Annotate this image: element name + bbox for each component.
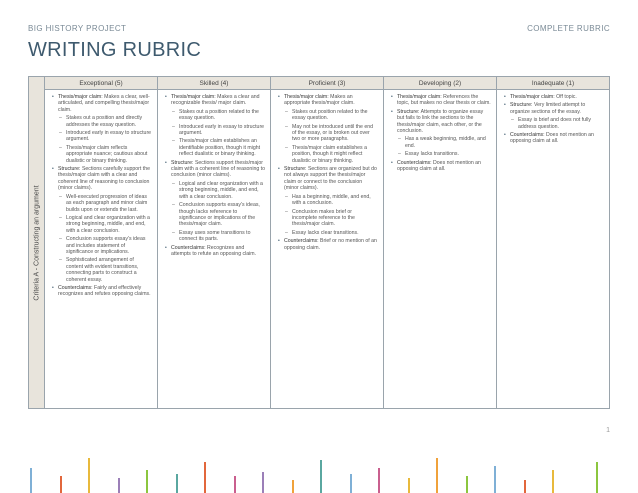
column-heading: Inadequate (1) xyxy=(497,77,609,90)
bullet-icon: • xyxy=(165,94,167,100)
decorative-bar xyxy=(494,466,496,493)
decorative-bar xyxy=(262,472,264,493)
subitem-text: Stakes out a position related to the essay question. xyxy=(179,108,259,122)
decorative-bar xyxy=(88,458,90,493)
subitem-text: Thesis/major claim establishes a position, though it might reflect dualistic or binary thinking. xyxy=(292,144,367,164)
criterion-item xyxy=(503,94,604,100)
dash-icon: – xyxy=(59,257,62,264)
decorative-bar xyxy=(466,476,468,493)
criterion-item xyxy=(390,94,491,107)
rubric-type-label: COMPLETE RUBRIC xyxy=(527,24,610,33)
criterion-text: References the topic, but makes no clear thesis or claim. xyxy=(397,94,491,107)
dash-icon: – xyxy=(172,108,175,115)
criterion-label: Counterclaims: xyxy=(397,159,432,166)
dash-icon: – xyxy=(511,117,514,124)
criterion-item xyxy=(51,285,152,298)
criterion-sublist xyxy=(171,181,265,243)
dash-icon: – xyxy=(285,208,288,215)
decorative-bar xyxy=(60,476,62,493)
criterion-label: Structure: xyxy=(284,166,307,173)
criterion-text: Sections are organized but do not always support the thesis/major claim or connect to the conclusion (minor claims). xyxy=(284,166,377,192)
subitem-text: Essay lacks transitions. xyxy=(405,151,459,158)
rubric-column xyxy=(384,77,497,408)
dash-icon: – xyxy=(172,123,175,130)
dash-icon: – xyxy=(59,193,62,200)
decorative-bar xyxy=(350,474,352,493)
subitem-text: Conclusion makes brief or incomplete reference to the thesis/major claim. xyxy=(292,208,355,228)
criterion-text: Fairly and effectively recognizes and refutes opposing claims. xyxy=(58,284,151,298)
decorative-bar xyxy=(176,474,178,493)
rubric-column xyxy=(158,77,271,408)
column-body xyxy=(158,90,270,257)
criterion-label: Structure: xyxy=(171,159,194,166)
criteria-sidebar xyxy=(29,77,45,408)
criterion-item xyxy=(164,245,265,258)
bullet-icon: • xyxy=(504,132,506,139)
dash-icon: – xyxy=(172,229,175,236)
criterion-text: Off topic. xyxy=(554,94,577,100)
criterion-subitem xyxy=(284,230,378,236)
rubric-columns xyxy=(45,77,609,408)
subitem-text: Logical and clear organization with a strong beginning, middle, and end, with a clear conclusion. xyxy=(66,214,150,234)
decorative-bar xyxy=(146,470,148,493)
dash-icon: – xyxy=(172,180,175,187)
dash-icon: – xyxy=(59,144,62,151)
criterion-subitem xyxy=(171,138,265,157)
rubric-table xyxy=(28,76,610,409)
dash-icon: – xyxy=(285,108,288,115)
criterion-text: Does not mention an opposing claim at all. xyxy=(510,132,594,145)
criterion-sublist xyxy=(510,117,604,130)
criterion-label: Thesis/major claim: xyxy=(397,94,442,100)
decorative-bar xyxy=(234,476,236,493)
subitem-text: Logical and clear organization with a strong beginning, middle, and end, with a clear conclusion. xyxy=(179,180,263,200)
dash-icon: – xyxy=(59,115,62,122)
criterion-subitem xyxy=(58,236,152,255)
criterion-text: Very limited attempt to organize sections of the essay. xyxy=(510,102,586,115)
subitem-text: Introduced early in essay to structure argument. xyxy=(179,123,265,137)
criterion-item xyxy=(51,166,152,283)
subitem-text: Thesis/major claim reflects appropriate nuance; cautious about dualistic or binary thinking. xyxy=(66,144,148,164)
decorative-bar xyxy=(118,478,120,493)
criterion-subitem xyxy=(58,115,152,128)
criterion-sublist xyxy=(171,109,265,158)
bullet-icon: • xyxy=(52,166,54,173)
bullet-icon: • xyxy=(504,102,506,109)
dash-icon: – xyxy=(398,151,401,158)
criterion-subitem xyxy=(510,117,604,130)
dash-icon: – xyxy=(285,144,288,151)
criterion-label: Counterclaims: xyxy=(58,284,93,291)
criterion-item xyxy=(51,94,152,164)
decorative-bar xyxy=(524,480,526,493)
subitem-text: Has a beginning, middle, and end, with a conclusion. xyxy=(292,193,371,207)
criterion-label: Counterclaims: xyxy=(171,244,206,251)
bullet-icon: • xyxy=(504,94,506,100)
criterion-item xyxy=(277,94,378,164)
criterion-text: Brief or no mention of an opposing claim. xyxy=(284,238,377,251)
criterion-item xyxy=(503,102,604,130)
criterion-item xyxy=(164,94,265,158)
criterion-item xyxy=(390,109,491,158)
criterion-item xyxy=(390,160,491,173)
bullet-icon: • xyxy=(391,159,393,166)
bullet-icon: • xyxy=(165,159,167,166)
criterion-subitem xyxy=(171,124,265,137)
criterion-subitem xyxy=(58,130,152,143)
dash-icon: – xyxy=(172,202,175,209)
column-heading: Exceptional (5) xyxy=(45,77,157,90)
rubric-column xyxy=(45,77,158,408)
criterion-sublist xyxy=(397,136,491,157)
dash-icon: – xyxy=(285,123,288,130)
bullet-icon: • xyxy=(278,94,280,100)
criterion-subitem xyxy=(284,145,378,164)
subitem-text: Essay lacks clear transitions. xyxy=(292,229,359,236)
dash-icon: – xyxy=(59,214,62,221)
bullet-icon: • xyxy=(52,284,54,291)
column-body xyxy=(384,90,496,172)
criterion-subitem xyxy=(58,145,152,164)
decorative-bar xyxy=(408,478,410,493)
criterion-item xyxy=(277,166,378,236)
criterion-text: Does not mention an opposing claim at all. xyxy=(397,159,481,173)
subitem-text: Has a weak beginning, middle, and end. xyxy=(405,136,486,149)
decorative-bar xyxy=(292,480,294,493)
criterion-subitem xyxy=(58,257,152,283)
criterion-label: Counterclaims: xyxy=(510,132,545,139)
project-name: BIG HISTORY PROJECT xyxy=(28,24,127,33)
footer-decoration xyxy=(0,458,638,493)
bullet-icon: • xyxy=(165,244,167,251)
rubric-column xyxy=(497,77,609,408)
criterion-item xyxy=(277,238,378,251)
column-body xyxy=(45,90,157,298)
criterion-sublist xyxy=(284,194,378,236)
bullet-icon: • xyxy=(52,94,54,100)
criterion-subitem xyxy=(397,136,491,149)
criterion-label: Thesis/major claim: xyxy=(510,94,555,100)
criterion-item xyxy=(503,132,604,145)
criterion-subitem xyxy=(171,202,265,228)
column-body xyxy=(271,90,383,251)
rubric-column xyxy=(271,77,384,408)
page-number: 1 xyxy=(606,427,610,434)
column-body xyxy=(497,90,609,145)
criterion-text: Recognizes and attempts to refute an opposing claim. xyxy=(171,244,257,257)
criterion-label: Thesis/major claim: xyxy=(171,94,216,100)
criterion-subitem xyxy=(284,194,378,207)
criterion-subitem xyxy=(397,151,491,157)
criterion-subitem xyxy=(58,194,152,213)
criterion-subitem xyxy=(284,124,378,143)
decorative-bar xyxy=(436,458,438,493)
criterion-label: Thesis/major claim: xyxy=(58,94,103,100)
column-heading: Skilled (4) xyxy=(158,77,270,90)
subitem-text: Stakes out a position and directly addresses the essay question. xyxy=(66,115,143,128)
column-heading: Proficient (3) xyxy=(271,77,383,90)
dash-icon: – xyxy=(285,229,288,236)
criterion-text: Makes a clear and recognizable thesis/ major claim. xyxy=(171,94,260,107)
page-title: WRITING RUBRIC xyxy=(28,39,202,61)
dash-icon: – xyxy=(59,130,62,137)
subitem-text: Well-executed progression of ideas as each paragraph and minor claim builds upon or extends the last. xyxy=(66,193,148,213)
criterion-item xyxy=(164,160,265,243)
criterion-label: Counterclaims: xyxy=(284,238,319,245)
subitem-text: Conclusion supports essay's ideas, though lacks reference to significance or implications of the thesis/major claim. xyxy=(179,202,260,228)
criterion-sublist xyxy=(58,194,152,283)
criterion-text: Makes a clear, well-articulated, and compelling thesis/major claim. xyxy=(58,94,150,113)
criterion-label: Thesis/major claim: xyxy=(284,94,329,100)
criterion-subitem xyxy=(58,215,152,234)
criterion-text: Attempts to organize essay but fails to link the sections to the thesis/major claim, each other, or the conclusion. xyxy=(397,108,484,135)
dash-icon: – xyxy=(172,138,175,145)
criterion-subitem xyxy=(171,230,265,243)
subitem-text: May not be introduced until the end of the essay, or is broken out over two or more paragraphs. xyxy=(292,123,374,143)
criterion-label: Structure: xyxy=(397,108,420,115)
decorative-bar xyxy=(378,468,380,493)
decorative-bar xyxy=(204,462,206,493)
dash-icon: – xyxy=(59,236,62,243)
page-header xyxy=(28,24,610,62)
subitem-text: Essay is brief and does not fully address question. xyxy=(518,117,591,130)
criteria-label: Criteria A - Constructing an argument xyxy=(33,184,40,301)
criterion-text: Makes an appropriate thesis/major claim. xyxy=(284,94,355,107)
bullet-icon: • xyxy=(391,94,393,100)
criterion-sublist xyxy=(284,109,378,164)
criterion-text: Sections support thesis/major claim with a coherent line of reasoning to conclusion (minor claims). xyxy=(171,159,266,179)
decorative-bar xyxy=(320,460,322,493)
bullet-icon: • xyxy=(391,108,393,115)
criterion-text: Sections carefully support the thesis/major claim with a clear and coherent line of reasoning to conclusion (minor claims). xyxy=(58,166,150,192)
subitem-text: Sophisticated arrangement of content with evident transitions, connecting parts to construct a coherent essay. xyxy=(66,257,139,283)
subitem-text: Conclusion supports essay's ideas and includes statement of significance or implications. xyxy=(66,236,146,255)
decorative-bar xyxy=(552,470,554,493)
criterion-subitem xyxy=(171,181,265,200)
subitem-text: Essay uses some transitions to connect its parts. xyxy=(179,229,251,243)
criterion-subitem xyxy=(284,209,378,228)
subitem-text: Stakes out position related to the essay question. xyxy=(292,108,368,122)
criterion-label: Structure: xyxy=(510,102,533,109)
bullet-icon: • xyxy=(278,166,280,173)
column-heading: Developing (2) xyxy=(384,77,496,90)
decorative-bar xyxy=(30,468,32,493)
criterion-sublist xyxy=(58,115,152,164)
dash-icon: – xyxy=(285,193,288,200)
subitem-text: Introduced early in essay to structure argument. xyxy=(66,130,152,143)
bullet-icon: • xyxy=(278,238,280,245)
criterion-label: Structure: xyxy=(58,166,81,173)
dash-icon: – xyxy=(398,136,401,143)
criterion-subitem xyxy=(284,109,378,122)
subitem-text: Thesis/major claim establishes an identifiable position, though it might reflect dualistic or binary thinking. xyxy=(179,138,261,158)
criterion-subitem xyxy=(171,109,265,122)
decorative-bar xyxy=(596,462,598,493)
